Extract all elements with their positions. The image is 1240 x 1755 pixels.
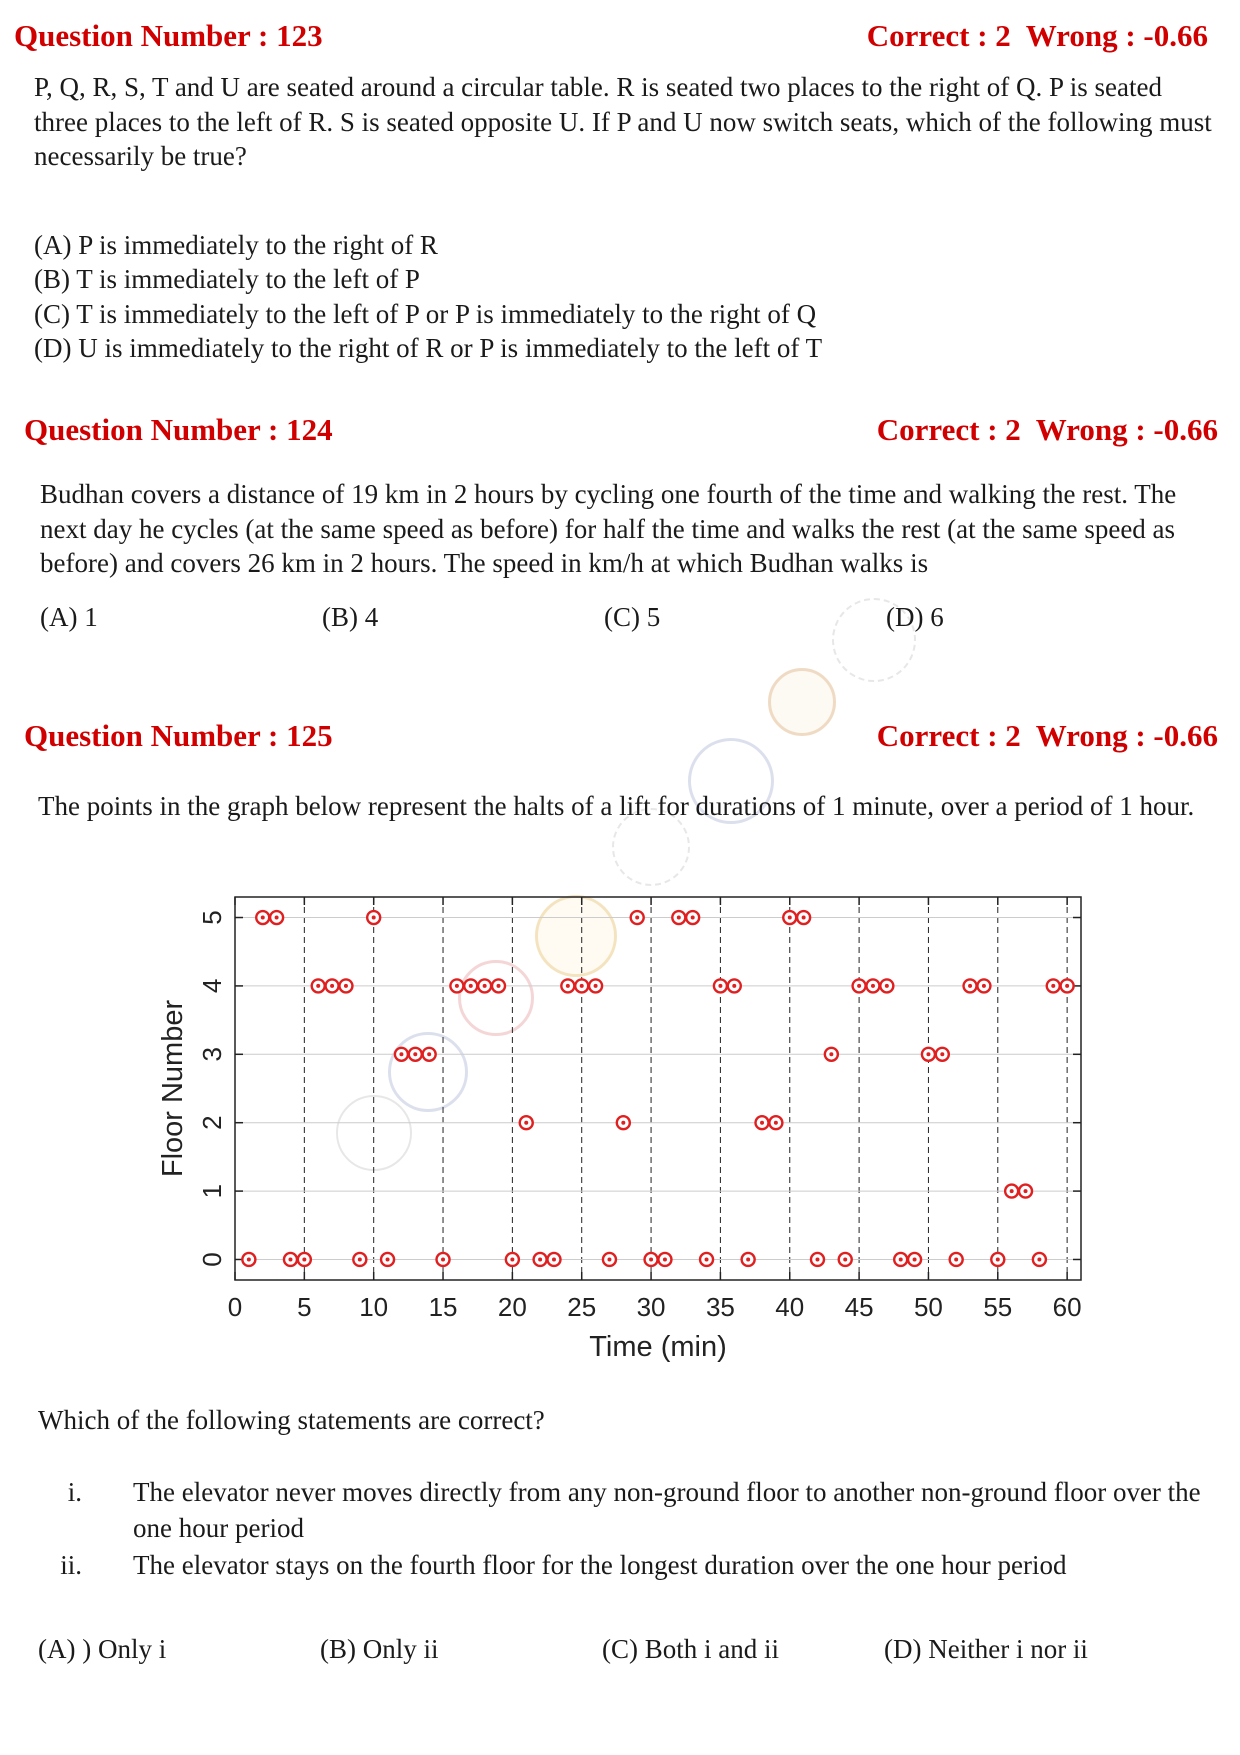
y-tick-label: 0 bbox=[197, 1252, 227, 1267]
x-tick-label: 30 bbox=[636, 1292, 666, 1322]
option-c[interactable]: (C) 5 bbox=[604, 602, 661, 632]
question-123-text: P, Q, R, S, T and U are seated around a circular table. R is seated two places to the right of Q. P is seated three places to the left of R. S is seated opposite U. If P and U now switch seats, which of the following must necessarily be true? bbox=[34, 72, 1212, 171]
data-point-center bbox=[372, 916, 376, 920]
x-tick-label: 50 bbox=[913, 1292, 943, 1322]
data-point-center bbox=[455, 984, 459, 988]
data-point-center bbox=[344, 984, 348, 988]
data-point-center bbox=[358, 1257, 362, 1261]
statement-number: i. bbox=[67, 1477, 82, 1507]
option-a[interactable]: (A) ) Only i bbox=[38, 1634, 167, 1664]
data-point-center bbox=[691, 916, 695, 920]
option-c[interactable]: (C) T is immediately to the left of P or P is immediately to the right of Q bbox=[34, 299, 817, 329]
data-point-center bbox=[580, 984, 584, 988]
marks-scheme: Correct : 2 Wrong : -0.66 bbox=[866, 18, 1208, 53]
data-point-center bbox=[552, 1257, 556, 1261]
data-point-center bbox=[607, 1257, 611, 1261]
option-a[interactable]: (A) 1 bbox=[40, 602, 98, 632]
data-point-center bbox=[524, 1121, 528, 1125]
data-point-center bbox=[802, 916, 806, 920]
data-point-center bbox=[732, 984, 736, 988]
x-tick-label: 45 bbox=[844, 1292, 874, 1322]
data-point-center bbox=[1024, 1189, 1028, 1193]
data-point-center bbox=[316, 984, 320, 988]
data-point-center bbox=[982, 984, 986, 988]
marks-scheme: Correct : 2 Wrong : -0.66 bbox=[876, 412, 1218, 447]
option-b[interactable]: (B) 4 bbox=[322, 602, 379, 632]
x-tick-label: 55 bbox=[983, 1292, 1013, 1322]
data-point-center bbox=[996, 1257, 1000, 1261]
y-tick-label: 5 bbox=[197, 910, 227, 925]
data-point-center bbox=[705, 1257, 709, 1261]
x-tick-label: 5 bbox=[297, 1292, 312, 1322]
data-point-center bbox=[954, 1257, 958, 1261]
data-point-center bbox=[926, 1052, 930, 1056]
y-tick-label: 2 bbox=[197, 1115, 227, 1130]
x-tick-label: 25 bbox=[567, 1292, 597, 1322]
x-axis-label: Time (min) bbox=[589, 1331, 727, 1363]
data-point-center bbox=[857, 984, 861, 988]
question-125-header bbox=[0, 718, 1240, 758]
data-point-center bbox=[441, 1257, 445, 1261]
data-point-center bbox=[510, 1257, 514, 1261]
data-point-center bbox=[621, 1121, 625, 1125]
plot-frame bbox=[235, 897, 1081, 1280]
question-125-text: The points in the graph below represent the halts of a lift for durations of 1 minute, over a period of 1 hour. bbox=[38, 791, 1195, 821]
option-b[interactable]: (B) Only ii bbox=[320, 1634, 439, 1664]
question-123-header bbox=[0, 18, 1240, 58]
option-b[interactable]: (B) T is immediately to the left of P bbox=[34, 264, 420, 294]
y-tick-label: 4 bbox=[197, 978, 227, 994]
data-point-center bbox=[1037, 1257, 1041, 1261]
data-point-center bbox=[788, 916, 792, 920]
data-point-center bbox=[1065, 984, 1069, 988]
data-point-center bbox=[649, 1257, 653, 1261]
statement-number: ii. bbox=[60, 1550, 82, 1580]
data-point-center bbox=[413, 1052, 417, 1056]
data-point-center bbox=[288, 1257, 292, 1261]
y-tick-label: 1 bbox=[197, 1183, 227, 1199]
data-point-center bbox=[538, 1257, 542, 1261]
data-point-center bbox=[1051, 984, 1055, 988]
question-124-text: Budhan covers a distance of 19 km in 2 hours by cycling one fourth of the time and walking the rest. The next day he cycles (at the same speed as before) for half the time and walks the rest (at the same speed as before) and covers 26 km in 2 hours. The speed in km/h at which Budhan walks is bbox=[40, 479, 1177, 578]
data-point-center bbox=[386, 1257, 390, 1261]
x-tick-label: 60 bbox=[1052, 1292, 1082, 1322]
data-point-center bbox=[774, 1121, 778, 1125]
data-point-center bbox=[899, 1257, 903, 1261]
question-124-header bbox=[0, 412, 1240, 452]
data-point-center bbox=[663, 1257, 667, 1261]
y-axis-label: Floor Number bbox=[157, 999, 189, 1178]
data-point-center bbox=[399, 1052, 403, 1056]
data-point-center bbox=[940, 1052, 944, 1056]
data-point-center bbox=[760, 1121, 764, 1125]
data-point-center bbox=[497, 984, 501, 988]
data-point-center bbox=[483, 984, 487, 988]
data-point-center bbox=[829, 1052, 833, 1056]
data-point-center bbox=[913, 1257, 917, 1261]
data-point-center bbox=[261, 916, 265, 920]
x-tick-label: 40 bbox=[775, 1292, 805, 1322]
data-point-center bbox=[885, 984, 889, 988]
data-point-center bbox=[247, 1257, 251, 1261]
data-point-center bbox=[968, 984, 972, 988]
data-point-center bbox=[718, 984, 722, 988]
statement-i: The elevator never moves directly from any non-ground floor to another non-ground floor over the one hour period bbox=[133, 1477, 1201, 1543]
halts-scatter-chart bbox=[150, 880, 1100, 1380]
data-point-center bbox=[843, 1257, 847, 1261]
data-point-center bbox=[871, 984, 875, 988]
data-point-center bbox=[469, 984, 473, 988]
option-d[interactable]: (D) U is immediately to the right of R or P is immediately to the left of T bbox=[34, 333, 823, 363]
data-point-center bbox=[275, 916, 279, 920]
x-tick-label: 0 bbox=[227, 1292, 243, 1322]
data-point-center bbox=[635, 916, 639, 920]
question-number: Question Number : 125 bbox=[24, 718, 333, 753]
x-tick-label: 10 bbox=[359, 1292, 389, 1322]
data-point-center bbox=[302, 1257, 306, 1261]
y-tick-label: 3 bbox=[197, 1047, 227, 1062]
data-point-center bbox=[1010, 1189, 1014, 1193]
data-point-center bbox=[330, 984, 334, 988]
x-tick-label: 15 bbox=[428, 1292, 458, 1322]
data-point-center bbox=[815, 1257, 819, 1261]
data-point-center bbox=[677, 916, 681, 920]
x-tick-label: 20 bbox=[497, 1292, 527, 1322]
x-tick-label: 35 bbox=[705, 1292, 735, 1322]
marks-scheme: Correct : 2 Wrong : -0.66 bbox=[876, 718, 1218, 753]
data-point-center bbox=[566, 984, 570, 988]
option-a[interactable]: (A) P is immediately to the right of R bbox=[34, 230, 438, 260]
option-d[interactable]: (D) Neither i nor ii bbox=[884, 1634, 1088, 1664]
data-point-center bbox=[427, 1052, 431, 1056]
data-point-center bbox=[746, 1257, 750, 1261]
statement-ii: The elevator stays on the fourth floor for the longest duration over the one hour period bbox=[133, 1550, 1067, 1580]
option-d[interactable]: (D) 6 bbox=[886, 602, 944, 632]
data-point-center bbox=[594, 984, 598, 988]
option-c[interactable]: (C) Both i and ii bbox=[602, 1634, 779, 1664]
question-125-prompt: Which of the following statements are correct? bbox=[38, 1405, 545, 1435]
question-number: Question Number : 124 bbox=[24, 412, 333, 447]
question-number: Question Number : 123 bbox=[14, 18, 323, 53]
